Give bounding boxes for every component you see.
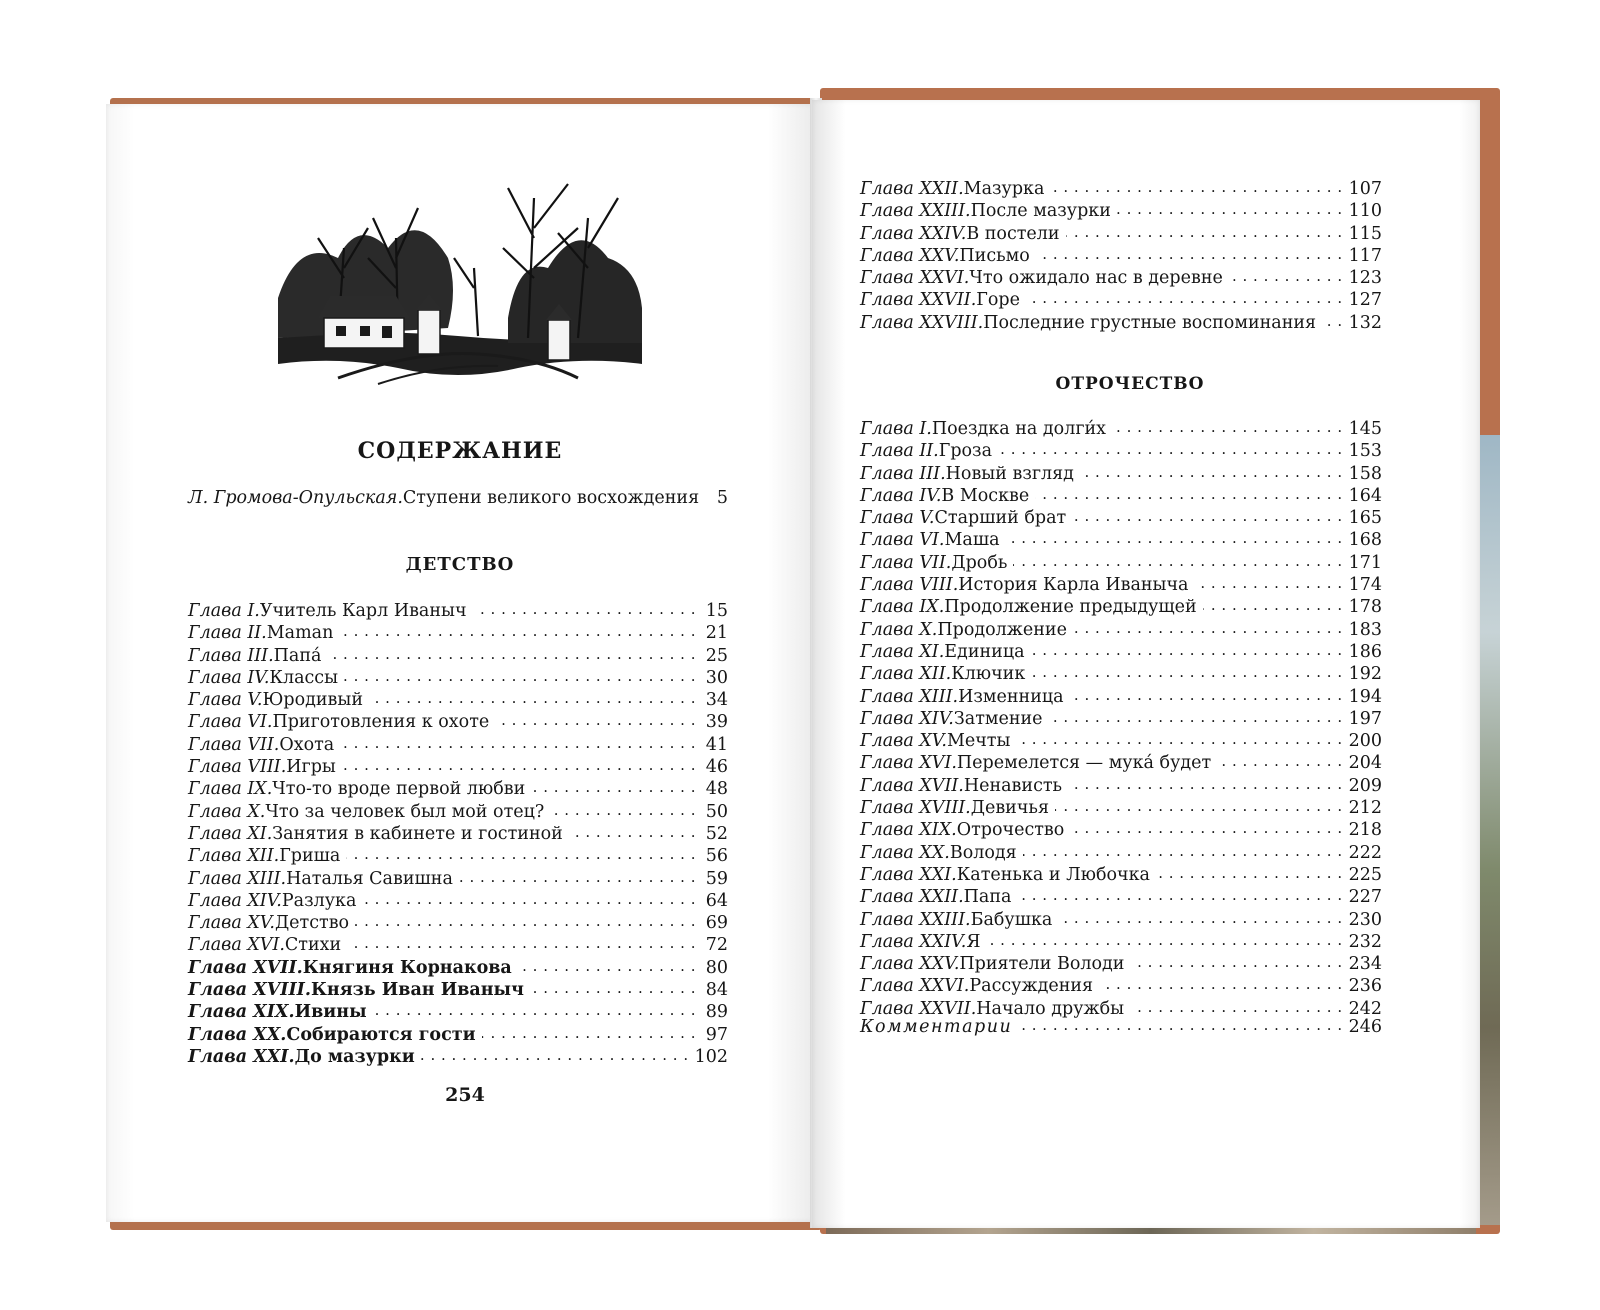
chapter-label: Глава XI. [860, 641, 945, 662]
chapter-page-number: 242 [1348, 998, 1382, 1019]
chapter-title: Рассуждения [969, 976, 1094, 997]
toc-entry[interactable] [860, 485, 1382, 507]
intro-title: Ступени великого восхождения [402, 488, 700, 508]
chapter-title: Князь Иван Иваныч [310, 980, 524, 1001]
chapter-label: Глава XXIV. [860, 931, 967, 952]
chapter-page-number: 115 [1348, 223, 1382, 244]
chapter-page-number: 174 [1348, 575, 1382, 596]
chapter-label: Глава IV. [188, 667, 270, 688]
toc-entry[interactable] [860, 463, 1382, 485]
chapter-page-number: 117 [1348, 245, 1382, 266]
chapter-title: Собираются гости [286, 1024, 476, 1045]
chapter-page-number: 59 [705, 868, 728, 889]
chapter-title: Единица [944, 641, 1025, 662]
chapter-title: Охота [279, 734, 335, 755]
chapter-title: Катенька и Любочка [956, 864, 1150, 885]
chapter-label: Глава XIV. [860, 708, 954, 729]
dot-leader [1050, 178, 1342, 200]
chapter-page-number: 127 [1348, 290, 1382, 311]
chapter-page-number: 21 [705, 623, 728, 644]
chapter-page-number: 171 [1348, 552, 1382, 573]
dot-leader [1026, 290, 1343, 312]
chapter-page-number: 158 [1348, 463, 1382, 484]
toc-entry[interactable] [860, 775, 1382, 797]
dot-leader [1070, 686, 1343, 708]
chapter-page-number: 227 [1348, 887, 1382, 908]
dot-leader [1072, 507, 1342, 529]
dot-leader [986, 931, 1342, 953]
dot-leader [1117, 201, 1343, 223]
toc-entry[interactable] [860, 953, 1382, 975]
toc-entry[interactable] [860, 641, 1382, 663]
chapter-title: Что-то вроде первой любви [272, 779, 526, 800]
chapter-label: Глава III. [188, 645, 274, 666]
dot-leader [1217, 753, 1342, 775]
chapter-title: Я [966, 931, 981, 952]
toc-entry[interactable] [188, 667, 728, 689]
toc-entry[interactable] [860, 440, 1382, 462]
toc-entry[interactable] [188, 845, 728, 867]
chapter-label: Глава IX. [860, 597, 945, 618]
chapter-label: Глава XIX. [188, 1002, 295, 1023]
chapter-page-number: 145 [1348, 419, 1382, 439]
dot-leader [1018, 1016, 1342, 1038]
chapter-title: История Карла Иваныча [958, 575, 1189, 596]
toc-entry[interactable] [860, 574, 1382, 596]
toc-intro-entry[interactable] [188, 488, 728, 508]
chapter-title: Наталья Савишна [286, 868, 453, 889]
toc-title: СОДЕРЖАНИЕ [357, 438, 563, 464]
dot-leader [1006, 530, 1343, 552]
chapter-title: Что за человек был мой отец? [265, 801, 545, 822]
chapter-label: Глава XX. [188, 1024, 287, 1045]
intro-author: Л. Громова-Опульская. [188, 488, 403, 508]
dot-leader [1156, 864, 1343, 886]
toc-entry[interactable] [188, 645, 728, 667]
toc-entry[interactable] [860, 529, 1382, 551]
dot-leader [1229, 267, 1343, 289]
chapter-page-number: 52 [705, 823, 728, 844]
chapter-title: В Москве [941, 485, 1030, 506]
toc-entry[interactable] [860, 552, 1382, 574]
chapter-title: Maman [266, 623, 334, 644]
chapter-label: Глава XXIII. [860, 201, 971, 222]
dot-leader [1112, 418, 1343, 440]
chapter-page-number: 34 [705, 690, 728, 711]
dot-leader [1035, 485, 1342, 507]
dot-leader [998, 441, 1343, 463]
dot-leader [1073, 619, 1343, 641]
chapter-label: Глава V. [860, 508, 935, 529]
chapter-label: Глава VII. [188, 734, 280, 755]
chapter-page-number: 192 [1348, 664, 1382, 685]
chapter-label: Глава X. [188, 801, 266, 822]
cover-illustration-edge [1478, 435, 1500, 1225]
chapter-title: Детство [274, 913, 350, 934]
chapter-page-number: 41 [705, 734, 728, 755]
chapter-title: Старший брат [934, 508, 1067, 529]
toc-entry[interactable] [860, 842, 1382, 864]
chapter-label: Глава XII. [188, 846, 280, 867]
chapter-page-number: 183 [1348, 619, 1382, 640]
toc-entry[interactable] [860, 507, 1382, 529]
toc-comments-entry[interactable] [860, 1016, 1382, 1038]
chapter-title: Классы [269, 667, 339, 688]
chapter-label: Глава XXI. [860, 864, 957, 885]
chapter-title: Изменница [958, 686, 1064, 707]
chapter-label: Глава XXV. [860, 954, 960, 975]
dot-leader [373, 1002, 696, 1024]
dot-leader [1049, 708, 1343, 730]
chapter-label: Глава XV. [860, 731, 947, 752]
chapter-title: Дробь [951, 552, 1008, 573]
chapter-title: После мазурки [970, 201, 1111, 222]
dot-leader [569, 823, 696, 845]
section-title-otrochestvo: ОТРОЧЕСТВО [1055, 374, 1205, 394]
chapter-title: Стихи [284, 935, 342, 956]
chapter-title: Ивины [294, 1002, 367, 1023]
dot-leader [473, 600, 696, 622]
dot-leader [1031, 664, 1342, 686]
chapter-title: Папа [963, 887, 1012, 908]
chapter-label: Глава V. [188, 690, 263, 711]
toc-entry[interactable] [860, 886, 1382, 908]
chapter-title: Гриша [279, 846, 341, 867]
chapter-page-number: 164 [1348, 485, 1382, 506]
chapter-label: Глава XVI. [860, 753, 957, 774]
chapter-title: До мазурки [294, 1046, 415, 1067]
toc-entry[interactable] [188, 912, 728, 934]
toc-entry[interactable] [860, 418, 1382, 440]
chapter-page-number: 165 [1348, 508, 1382, 529]
chapter-title: Ненависть [963, 775, 1063, 796]
toc-entry[interactable] [188, 934, 728, 956]
dot-leader [342, 756, 696, 778]
toc-entry[interactable] [188, 1024, 728, 1046]
chapter-page-number: 232 [1348, 931, 1382, 952]
chapter-page-number: 107 [1348, 179, 1382, 199]
chapter-title: Девичья [970, 798, 1049, 819]
dot-leader [482, 1024, 696, 1046]
toc-entry[interactable] [860, 178, 1382, 200]
chapter-label: Глава XVIII. [188, 980, 311, 1001]
chapter-label: Глава XXII. [860, 179, 964, 199]
toc-entry[interactable] [860, 730, 1382, 752]
chapter-page-number: 234 [1348, 954, 1382, 975]
chapter-title: Продолжение [937, 619, 1067, 640]
chapter-label: Глава I. [860, 419, 932, 439]
dot-leader [421, 1046, 689, 1068]
chapter-title: Перемелется — мука́ будет [956, 753, 1212, 774]
section-title-detstvo: ДЕТСТВО [405, 554, 515, 575]
chapter-page-number: 168 [1348, 530, 1382, 551]
dot-leader [346, 846, 696, 868]
dot-leader [355, 912, 696, 934]
dot-leader [347, 935, 696, 957]
chapter-label: Глава XXV. [860, 245, 960, 266]
toc-entry[interactable] [188, 890, 728, 912]
intro-page-number: 5 [716, 488, 728, 508]
toc-entry[interactable] [860, 864, 1382, 886]
chapter-label: Глава XVII. [188, 957, 303, 978]
chapter-title: Княгиня Корнакова [302, 957, 512, 978]
dot-leader [1130, 953, 1342, 975]
chapter-label: Глава XXII. [860, 887, 964, 908]
chapter-title: Приятели Володи [959, 954, 1125, 975]
toc-entry[interactable] [188, 823, 728, 845]
dot-leader [550, 801, 696, 823]
chapter-title: Продолжение предыдущей [944, 597, 1197, 618]
dot-leader [1017, 887, 1342, 909]
dot-leader [1194, 574, 1342, 596]
toc-list-detstvo [188, 600, 728, 1068]
chapter-title: Ключик [951, 664, 1026, 685]
chapter-label: Глава I. [188, 601, 260, 621]
chapter-title: Мечты [946, 731, 1011, 752]
chapter-label: Глава XVIII. [860, 798, 971, 819]
chapter-page-number: 186 [1348, 641, 1382, 662]
chapter-page-number: 39 [705, 712, 728, 733]
toc-entry[interactable] [860, 931, 1382, 953]
chapter-label: Глава VI. [188, 712, 273, 733]
dot-leader [459, 868, 696, 890]
toc-entry[interactable] [860, 245, 1382, 267]
chapter-page-number: 110 [1348, 201, 1382, 222]
chapter-label: Глава XX. [860, 842, 950, 863]
chapter-title: Горе [976, 290, 1020, 311]
dot-leader [340, 734, 696, 756]
toc-entry[interactable] [188, 778, 728, 800]
chapter-label: Глава XI. [188, 823, 273, 844]
toc-entry[interactable] [860, 223, 1382, 245]
chapter-label: Глава II. [188, 623, 267, 644]
chapter-label: Глава XVII. [860, 775, 964, 796]
chapter-label: Глава XXVI. [860, 976, 970, 997]
chapter-page-number: 50 [705, 801, 728, 822]
chapter-title: Начало дружбы [976, 998, 1125, 1019]
chapter-page-number: 230 [1348, 909, 1382, 930]
chapter-page-number: 123 [1348, 268, 1382, 289]
chapter-title: Игры [286, 757, 336, 778]
chapter-label: Глава II. [860, 441, 939, 462]
chapter-title: Затмение [953, 708, 1043, 729]
dot-leader [339, 623, 696, 645]
chapter-page-number: 197 [1348, 708, 1382, 729]
chapter-title: Приготовления к охоте [272, 712, 490, 733]
toc-entry[interactable] [188, 1001, 728, 1023]
toc-entry[interactable] [860, 663, 1382, 685]
chapter-label: Глава XXVII. [860, 998, 977, 1019]
toc-list-otrochestvo [860, 418, 1382, 1020]
chapter-label: Глава XXI. [188, 1046, 295, 1067]
chapter-page-number: 56 [705, 846, 728, 867]
toc-entry[interactable] [860, 200, 1382, 222]
chapter-page-number: 72 [705, 935, 728, 956]
chapter-title: Разлука [281, 890, 357, 911]
chapter-title: Бабушка [970, 909, 1053, 930]
comments-label: Комментарии [860, 1017, 1013, 1037]
chapter-title: Отрочество [956, 820, 1065, 841]
toc-entry[interactable] [860, 619, 1382, 641]
chapter-title: Учитель Карл Иваныч [259, 601, 467, 621]
dot-leader [530, 979, 696, 1001]
chapter-page-number: 132 [1348, 312, 1382, 333]
chapter-page-number: 64 [705, 890, 728, 911]
chapter-label: Глава XXVII. [860, 290, 977, 311]
chapter-title: Гроза [938, 441, 993, 462]
chapter-page-number: 102 [694, 1046, 728, 1067]
chapter-title: Папа́ [273, 645, 322, 666]
toc-list-detstvo-continued [860, 178, 1382, 334]
chapter-page-number: 30 [705, 667, 728, 688]
chapter-label: Глава VIII. [188, 757, 287, 778]
toc-entry[interactable] [860, 267, 1382, 289]
chapter-label: Глава XIX. [860, 820, 957, 841]
chapter-page-number: 15 [705, 601, 728, 621]
chapter-title: Последние грустные воспоминания [983, 312, 1317, 333]
dot-leader [369, 689, 696, 711]
chapter-title: Что ожидало нас в деревне [969, 268, 1223, 289]
chapter-title: Занятия в кабинете и гостиной [272, 823, 563, 844]
page-number-folio: 254 [445, 1084, 485, 1106]
toc-entry[interactable] [188, 957, 728, 979]
chapter-label: Глава XII. [860, 664, 952, 685]
dot-leader [1036, 245, 1343, 267]
chapter-page-number: 97 [705, 1024, 728, 1045]
chapter-label: Глава XXIV. [860, 223, 967, 244]
dot-leader [1322, 312, 1343, 334]
toc-entry[interactable] [860, 289, 1382, 311]
chapter-label: Глава IX. [188, 779, 273, 800]
dot-leader [1070, 820, 1342, 842]
chapter-page-number: 25 [705, 645, 728, 666]
chapter-title: Володя [949, 842, 1017, 863]
dot-leader [1080, 463, 1343, 485]
comments-page-number: 246 [1348, 1017, 1382, 1037]
dot-leader [1031, 641, 1343, 663]
chapter-page-number: 84 [705, 980, 728, 1001]
chapter-label: Глава XIV. [188, 890, 282, 911]
chapter-label: Глава XVI. [188, 935, 285, 956]
dot-leader [518, 957, 696, 979]
chapter-page-number: 69 [705, 913, 728, 934]
toc-entry[interactable] [188, 734, 728, 756]
dot-leader [1068, 775, 1343, 797]
chapter-page-number: 212 [1348, 798, 1382, 819]
chapter-label: Глава XIII. [188, 868, 287, 889]
toc-entry[interactable] [188, 1046, 728, 1068]
chapter-label: Глава XXIII. [860, 909, 971, 930]
chapter-label: Глава X. [860, 619, 938, 640]
chapter-page-number: 48 [705, 779, 728, 800]
toc-entry[interactable] [860, 975, 1382, 997]
chapter-page-number: 178 [1348, 597, 1382, 618]
chapter-page-number: 209 [1348, 775, 1382, 796]
chapter-page-number: 194 [1348, 686, 1382, 707]
toc-entry[interactable] [860, 819, 1382, 841]
toc-entry[interactable] [860, 909, 1382, 931]
dot-leader [495, 712, 696, 734]
engraving-illustration [278, 178, 642, 388]
chapter-page-number: 80 [705, 957, 728, 978]
chapter-label: Глава VI. [860, 530, 945, 551]
toc-entry[interactable] [188, 868, 728, 890]
chapter-page-number: 225 [1348, 864, 1382, 885]
toc-comments-entry-wrap [860, 1016, 1382, 1038]
toc-entry[interactable] [860, 596, 1382, 618]
dot-leader [531, 779, 696, 801]
dot-leader [1066, 223, 1343, 245]
chapter-page-number: 218 [1348, 820, 1382, 841]
chapter-page-number: 46 [705, 757, 728, 778]
chapter-label: Глава VII. [860, 552, 952, 573]
dot-leader [1016, 730, 1342, 752]
dot-leader [1099, 976, 1343, 998]
chapter-title: Юродивый [262, 690, 364, 711]
toc-entry[interactable] [860, 686, 1382, 708]
chapter-page-number: 89 [705, 1002, 728, 1023]
dot-leader [1058, 909, 1342, 931]
chapter-page-number: 204 [1348, 753, 1382, 774]
chapter-label: Глава VIII. [860, 575, 959, 596]
toc-entry[interactable] [188, 622, 728, 644]
chapter-title: Новый взгляд [945, 463, 1074, 484]
chapter-page-number: 236 [1348, 976, 1382, 997]
toc-entry[interactable] [188, 689, 728, 711]
chapter-title: Поездка на долги́х [931, 419, 1107, 439]
toc-entry[interactable] [860, 312, 1382, 334]
toc-entry[interactable] [188, 711, 728, 733]
dot-leader [362, 890, 696, 912]
toc-entry[interactable] [188, 756, 728, 778]
toc-entry[interactable] [860, 708, 1382, 730]
chapter-label: Глава XXVI. [860, 268, 970, 289]
chapter-title: Маша [944, 530, 1000, 551]
dot-leader [327, 645, 696, 667]
chapter-label: Глава XXVIII. [860, 312, 984, 333]
chapter-page-number: 222 [1348, 842, 1382, 863]
toc-entry[interactable] [188, 801, 728, 823]
toc-entry[interactable] [188, 979, 728, 1001]
toc-entry[interactable] [860, 797, 1382, 819]
chapter-label: Глава III. [860, 463, 946, 484]
chapter-label: Глава XIII. [860, 686, 959, 707]
chapter-page-number: 200 [1348, 731, 1382, 752]
chapter-title: Мазурка [963, 179, 1045, 199]
chapter-title: Письмо [959, 245, 1030, 266]
dot-leader [1203, 597, 1343, 619]
dot-leader [1055, 797, 1343, 819]
toc-entry[interactable] [860, 752, 1382, 774]
toc-entry[interactable] [188, 600, 728, 622]
chapter-title: В постели [966, 223, 1060, 244]
dot-leader [344, 667, 696, 689]
chapter-label: Глава XV. [188, 913, 275, 934]
dot-leader [1013, 552, 1342, 574]
chapter-page-number: 153 [1348, 441, 1382, 462]
chapter-label: Глава IV. [860, 485, 942, 506]
dot-leader [1023, 842, 1343, 864]
